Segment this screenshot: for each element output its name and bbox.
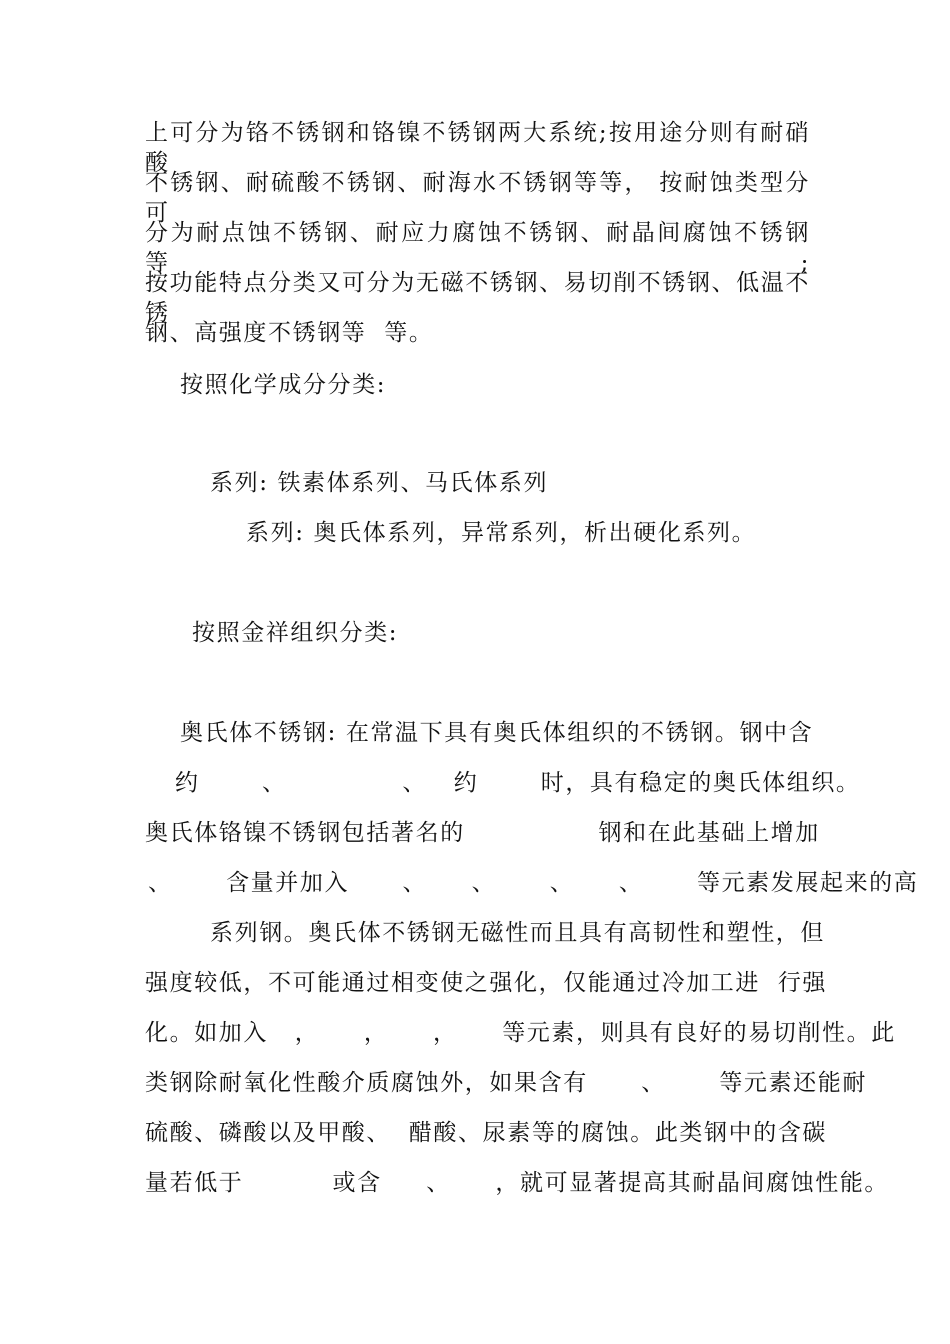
- paragraph-line: 量若低于 或含 、 ，就可显著提高其耐晶间腐蚀性能。: [145, 1170, 890, 1196]
- paragraph-line: 类钢除耐氧化性酸介质腐蚀外，如果含有 、 等元素还能耐: [145, 1070, 867, 1096]
- paragraph-line: 钢、高强度不锈钢等 等。: [145, 320, 434, 346]
- paragraph-line: 系列钢。奥氏体不锈钢无磁性而且具有高韧性和塑性，但: [210, 920, 825, 946]
- paragraph-line: 上可分为铬不锈钢和铬镍不锈钢两大系统;按用途分则有耐硝酸: [145, 120, 810, 176]
- paragraph-line: 硫酸、磷酸以及甲酸、 醋酸、尿素等的腐蚀。此类钢中的含碳: [145, 1120, 828, 1146]
- paragraph-line: 分为耐点蚀不锈钢、耐应力腐蚀不锈钢、耐晶间腐蚀不锈钢等;: [145, 220, 810, 276]
- paragraph-line: 强度较低，不可能通过相变使之强化，仅能通过冷加工进 行强: [145, 970, 828, 996]
- paragraph-line: 奥氏体不锈钢: 在常温下具有奥氏体组织的不锈钢。钢中含: [180, 720, 814, 746]
- series-line: 系列: 奥氏体系列，异常系列，析出硬化系列。: [246, 520, 757, 546]
- section-heading: 按照金祥组织分类:: [192, 620, 399, 646]
- paragraph-line: 化。如加入 ， ， ， 等元素，则具有良好的易切削性。此: [145, 1020, 896, 1046]
- paragraph-line: 不锈钢、耐硫酸不锈钢、耐海水不锈钢等等， 按耐蚀类型分可: [145, 170, 810, 226]
- series-line: 系列: 铁素体系列、马氏体系列: [210, 470, 549, 496]
- section-heading: 按照化学成分分类:: [180, 372, 387, 398]
- paragraph-line: 、 含量并加入 、 、 、 、 等元素发展起来的高: [148, 870, 919, 896]
- paragraph-line: 按功能特点分类又可分为无磁不锈钢、易切削不锈钢、低温不锈: [145, 270, 810, 326]
- paragraph-line: 奥氏体铬镍不锈钢包括著名的 钢和在此基础上增加: [145, 820, 820, 846]
- paragraph-line: 约 、 、 约 时，具有稳定的奥氏体组织。: [175, 770, 861, 796]
